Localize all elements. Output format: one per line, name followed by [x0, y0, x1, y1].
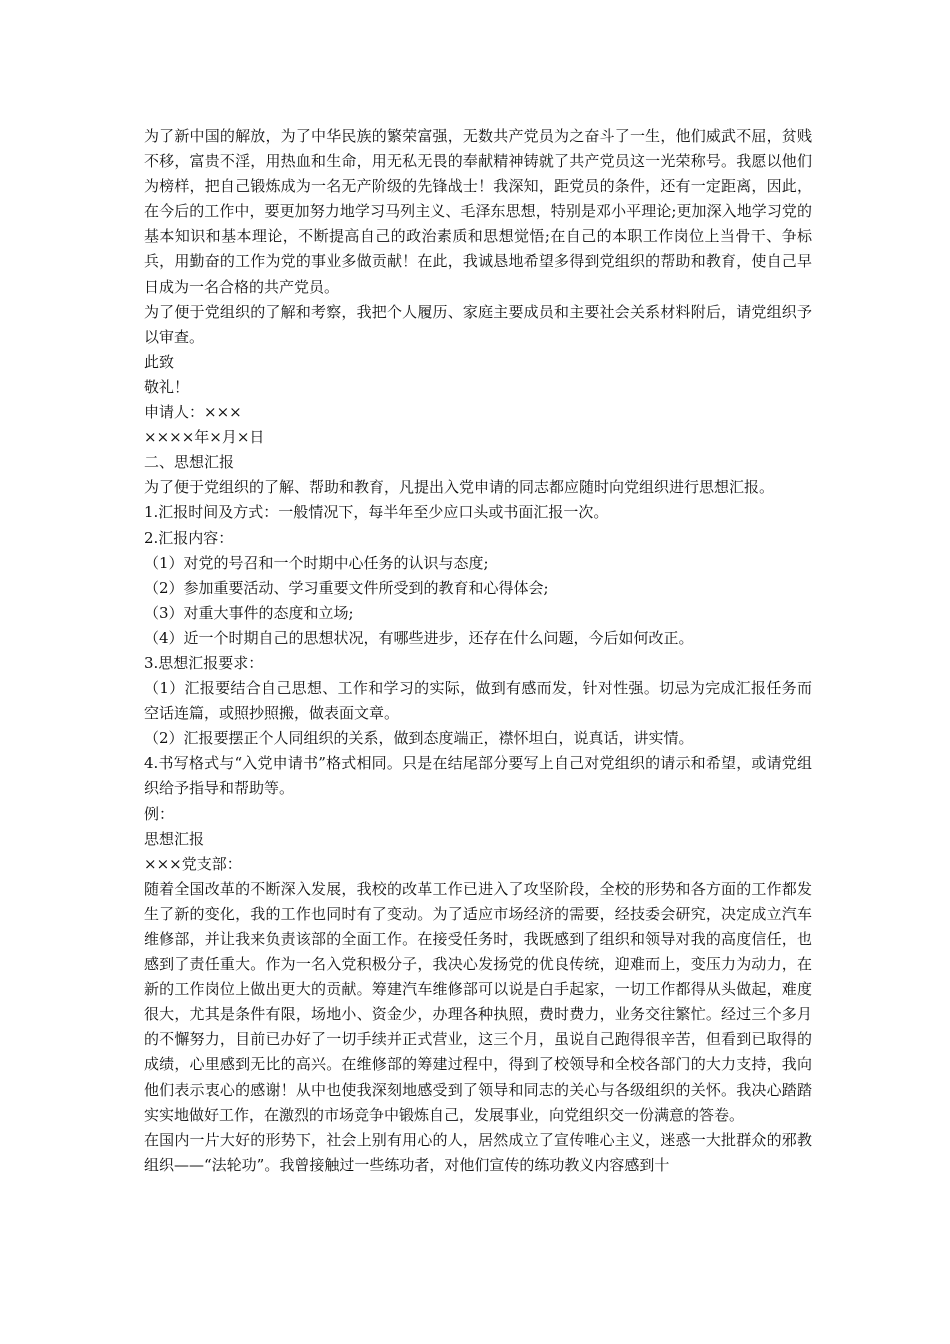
paragraph-report-intro: 为了便于党组织的了解、帮助和教育，凡提出入党申请的同志都应随时向党组织进行思想汇报。	[144, 478, 775, 497]
sub-item-content-1: （1）对党的号召和一个时期中心任务的认识与态度;	[144, 553, 489, 572]
paragraph-example-continuation: 在国内一片大好的形势下，社会上别有用心的人，居然成立了宣传唯心主义，迷惑一大批群众的邪教组织——“法轮功”。我曾接触过一些练功者，对他们宣传的练功教义内容感到十	[144, 1130, 812, 1174]
list-item-report-timing: 1.汇报时间及方式：一般情况下，每半年至少应口头或书面汇报一次。	[144, 503, 609, 522]
document-body	[144, 124, 812, 1178]
closing-salutation: 此致	[144, 352, 175, 371]
closing-regards: 敬礼！	[144, 377, 190, 396]
sub-item-requirement-2: （2）汇报要摆正个人同组织的关系，做到态度端正，襟怀坦白，说真话，讲实情。	[144, 729, 694, 748]
paragraph-party-resolve: 为了新中国的解放，为了中华民族的繁荣富强，无数共产党员为之奋斗了一生，他们威武不屈，贫贱不移，富贵不淫，用热血和生命，用无私无畏的奉献精神铸就了共产党员这一光荣称号。我愿以他们为榜样，把自己锻炼成为一名无产阶级的先锋战士！我深知，距党员的条件，还有一定距离，因此，在今后的工作中，要更加努力地学习马列主义、毛泽东思想，特别是邓小平理论;更加深入地学习党的基本知识和基本理论，不断提高自己的政治素质和思想觉悟;在自己的本职工作岗位上当骨干、争标兵，用勤奋的工作为党的事业多做贡献！在此，我诚恳地希望多得到党组织的帮助和教育，使自己早日成为一名合格的共产党员。	[144, 127, 812, 296]
sub-item-requirement-1: （1）汇报要结合自己思想、工作和学习的实际，做到有感而发，针对性强。切忌为完成汇报任务而空话连篇，或照抄照搬，做表面文章。	[144, 679, 812, 723]
sub-item-content-3: （3）对重大事件的态度和立场;	[144, 603, 354, 622]
example-label: 例：	[144, 804, 175, 823]
signature-date: ××××年×月×日	[144, 428, 265, 447]
example-title: 思想汇报	[144, 829, 205, 848]
example-addressee: ×××党支部：	[144, 854, 242, 873]
list-item-report-content: 2.汇报内容：	[144, 528, 234, 547]
sub-item-content-2: （2）参加重要活动、学习重要文件所受到的教育和心得体会;	[144, 578, 549, 597]
applicant-signature: 申请人：×××	[144, 403, 242, 422]
list-item-report-requirements: 3.思想汇报要求：	[144, 653, 264, 672]
paragraph-example-body: 随着全国改革的不断深入发展，我校的改革工作已进入了攻坚阶段，全校的形势和各方面的工作都发生了新的变化，我的工作也同时有了变动。为了适应市场经济的需要，经技委会研究，决定成立汽车维修部，并让我来负责该部的全面工作。在接受任务时，我既感到了组织和领导对我的高度信任，也感到了责任重大。作为一名入党积极分子，我决心发扬党的优良传统，迎难而上，变压力为动力，在新的工作岗位上做出更大的贡献。筹建汽车维修部可以说是白手起家，一切工作都得从头做起，难度很大，尤其是条件有限，场地小、资金少，办理各种执照，费时费力，业务交往繁忙。经过三个多月的不懈努力，目前已办好了一切手续并正式营业，这三个月，虽说自己跑得很辛苦，但看到已取得的成绩，心里感到无比的高兴。在维修部的筹建过程中，得到了校领导和全校各部门的大力支持，我向他们表示衷心的感谢！从中也使我深刻地感受到了领导和同志的关心与各级组织的关怀。我决心踏踏实实地做好工作，在激烈的市场竞争中锻炼自己，发展事业，向党组织交一份满意的答卷。	[144, 879, 812, 1124]
section-heading-thought-report: 二、思想汇报	[144, 453, 235, 472]
paragraph-materials-attached: 为了便于党组织的了解和考察，我把个人履历、家庭主要成员和主要社会关系材料附后，请党组织予以审查。	[144, 302, 812, 346]
list-item-writing-format: 4.书写格式与“入党申请书”格式相同。只是在结尾部分要写上自己对党组织的请示和希望，或请党组织给予指导和帮助等。	[144, 754, 812, 798]
sub-item-content-4: （4）近一个时期自己的思想状况，有哪些进步，还存在什么问题，今后如何改正。	[144, 628, 694, 647]
